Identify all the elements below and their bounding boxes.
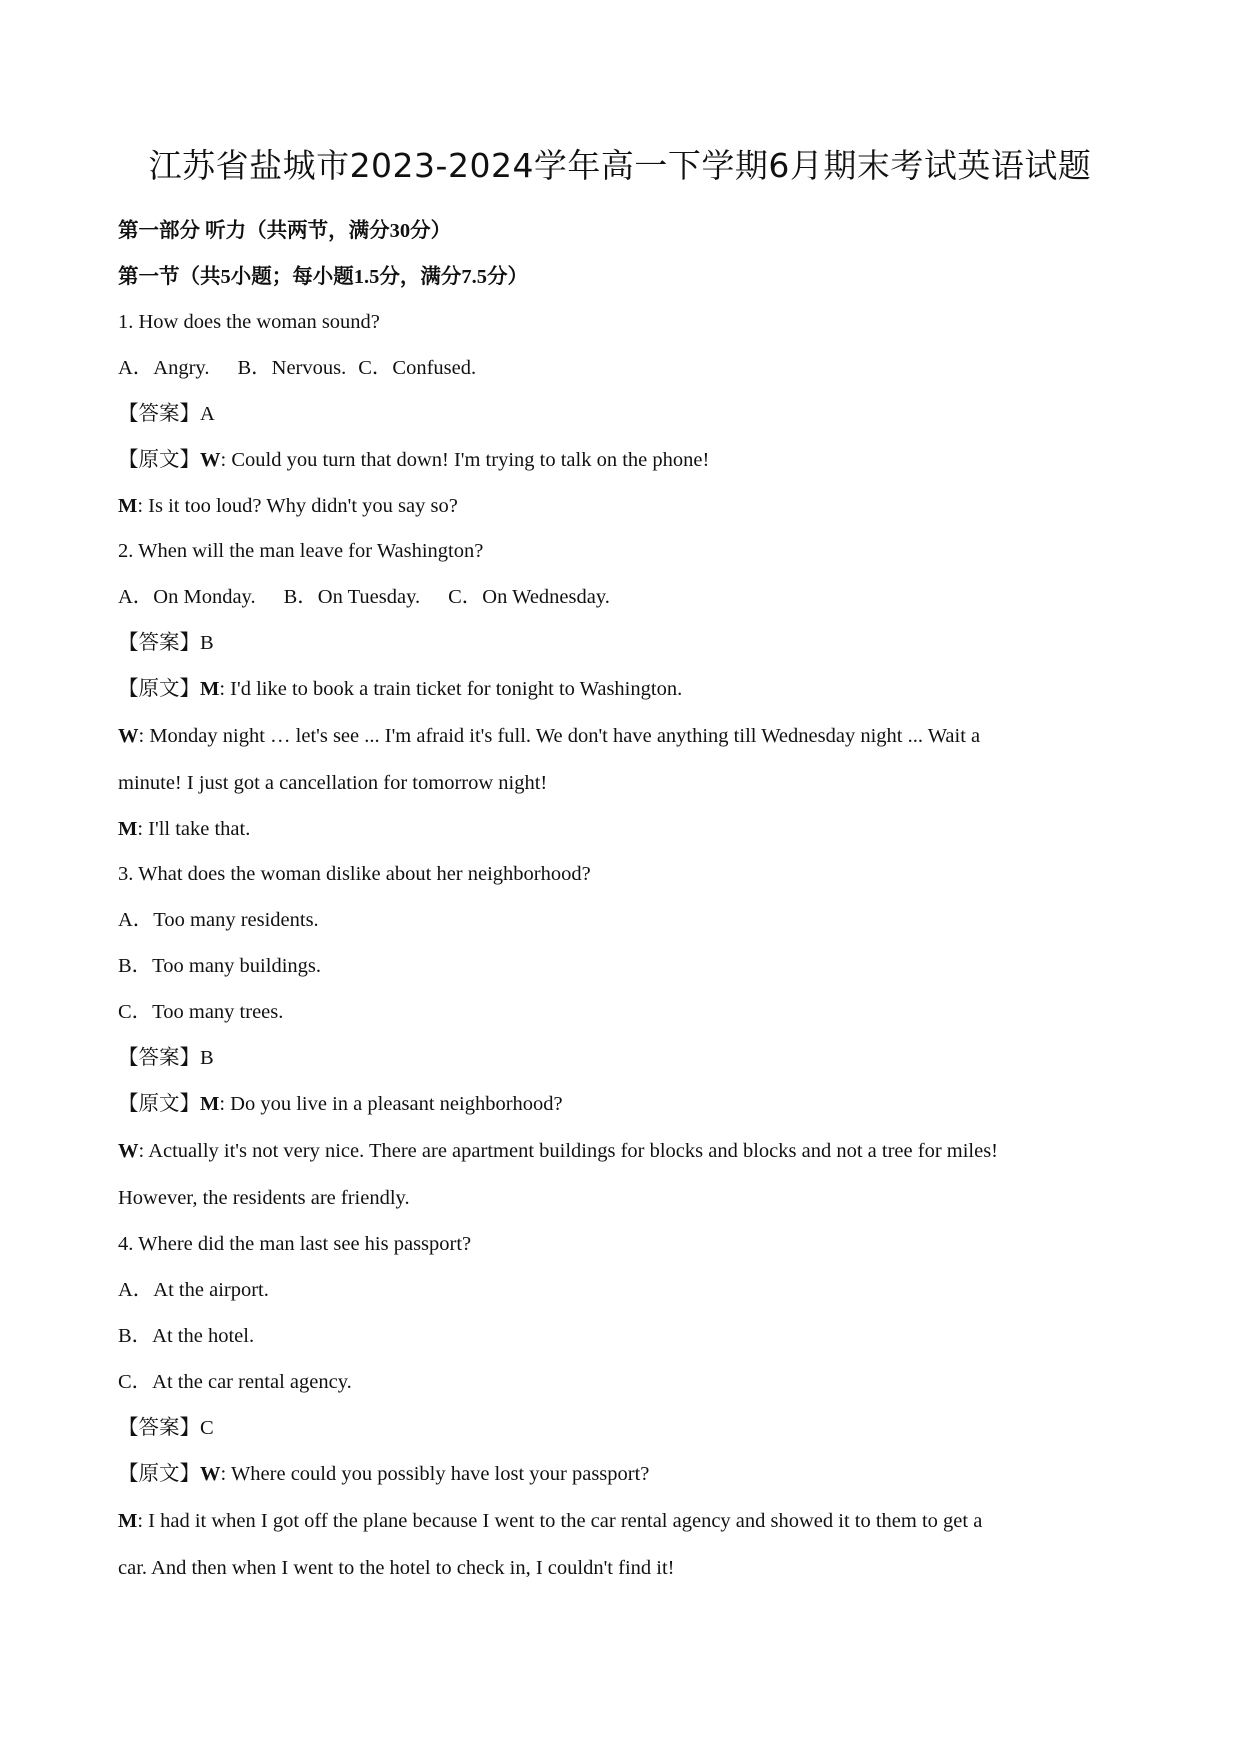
q4-transcript-line-2-cont: car. And then when I went to the hotel to check in, I couldn't find it! (118, 1557, 675, 1579)
q2-options (118, 584, 1128, 610)
q2-transcript-line-3 (118, 816, 1128, 842)
q2-answer-value: B (200, 632, 214, 654)
q3-question: 3. What does the woman dislike about her neighborhood? (118, 863, 591, 885)
transcript-text: : Actually it's not very nice. There are apartment buildings for blocks and blocks and not a tree for miles! (138, 1140, 999, 1162)
q4-answer-value: C (200, 1417, 214, 1439)
q3-option-b: B．Too many buildings. (118, 955, 321, 977)
speaker-label: M (200, 678, 220, 700)
q2-question: 2. When will the man leave for Washington? (118, 540, 484, 562)
speaker-label: M (118, 495, 138, 517)
q1-option-c: C．Confused. (358, 357, 477, 379)
speaker-label: M (118, 818, 138, 840)
q2-transcript-line-2-cont: minute! I just got a cancellation for tomorrow night! (118, 772, 548, 794)
answer-tag: 【答案】 (118, 1417, 200, 1439)
answer-tag: 【答案】 (118, 1047, 200, 1069)
q2-option-c: C．On Wednesday. (448, 586, 610, 608)
q2-transcript-line-2 (118, 723, 1128, 749)
q3-transcript-line-1 (118, 1091, 1128, 1117)
q1-transcript-line-1 (118, 447, 1128, 473)
transcript-tag: 【原文】 (118, 449, 200, 471)
answer-tag: 【答案】 (118, 403, 200, 425)
q3-answer-value: B (200, 1047, 214, 1069)
answer-tag: 【答案】 (118, 632, 200, 654)
q4-option-c: C．At the car rental agency. (118, 1371, 352, 1393)
transcript-text: : Monday night … let's see ... I'm afraid it's full. We don't have anything till Wednesday night ... Wait a (138, 725, 981, 747)
transcript-text: : I had it when I got off the plane because I went to the car rental agency and showed it to them to get a (137, 1510, 983, 1532)
speaker-label: W (200, 1463, 221, 1485)
q3-option-c: C．Too many trees. (118, 1001, 284, 1023)
q4-option-b: B．At the hotel. (118, 1325, 255, 1347)
q2-option-b: B．On Tuesday. (283, 586, 421, 608)
transcript-text: : Where could you possibly have lost your passport? (220, 1463, 650, 1485)
q2-transcript-line-1 (118, 676, 1128, 702)
transcript-tag: 【原文】 (118, 678, 200, 700)
q1-option-b: B．Nervous. (237, 357, 347, 379)
q1-transcript-line-2 (118, 493, 1128, 519)
q3-transcript-line-2 (118, 1138, 1128, 1164)
transcript-tag: 【原文】 (118, 1093, 200, 1115)
q2-answer (118, 630, 1128, 656)
q4-answer (118, 1415, 1128, 1441)
q3-option-a: A．Too many residents. (118, 909, 319, 931)
speaker-label: M (200, 1093, 220, 1115)
q3-transcript-line-2-cont: However, the residents are friendly. (118, 1187, 410, 1209)
speaker-label: M (118, 1510, 138, 1532)
speaker-label: W (200, 449, 221, 471)
q3-answer (118, 1045, 1128, 1071)
q4-transcript-line-1 (118, 1461, 1128, 1487)
q1-options (118, 355, 1128, 381)
q2-option-a: A．On Monday. (118, 586, 256, 608)
transcript-text: : Could you turn that down! I'm trying to talk on the phone! (220, 449, 710, 471)
transcript-tag: 【原文】 (118, 1463, 200, 1485)
transcript-text: : I'd like to book a train ticket for tonight to Washington. (219, 678, 683, 700)
q1-answer-value: A (200, 403, 215, 425)
transcript-text: : I'll take that. (137, 818, 251, 840)
q4-option-a: A．At the airport. (118, 1279, 269, 1301)
speaker-label: W (118, 725, 139, 747)
q1-answer (118, 401, 1128, 427)
transcript-text: : Do you live in a pleasant neighborhood? (219, 1093, 563, 1115)
speaker-label: W (118, 1140, 139, 1162)
q1-option-a: A．Angry. (118, 357, 210, 379)
page-title: 江苏省盐城市2023-2024学年高一下学期6月期末考试英语试题 (148, 146, 1092, 185)
q1-question: 1. How does the woman sound? (118, 311, 380, 333)
transcript-text: : Is it too loud? Why didn't you say so? (137, 495, 458, 517)
part1-heading: 第一部分 听力（共两节，满分30分） (118, 220, 452, 242)
section1-heading: 第一节（共5小题；每小题1.5分，满分7.5分） (118, 266, 528, 288)
q4-question: 4. Where did the man last see his passport? (118, 1233, 472, 1255)
q4-transcript-line-2 (118, 1508, 1128, 1534)
